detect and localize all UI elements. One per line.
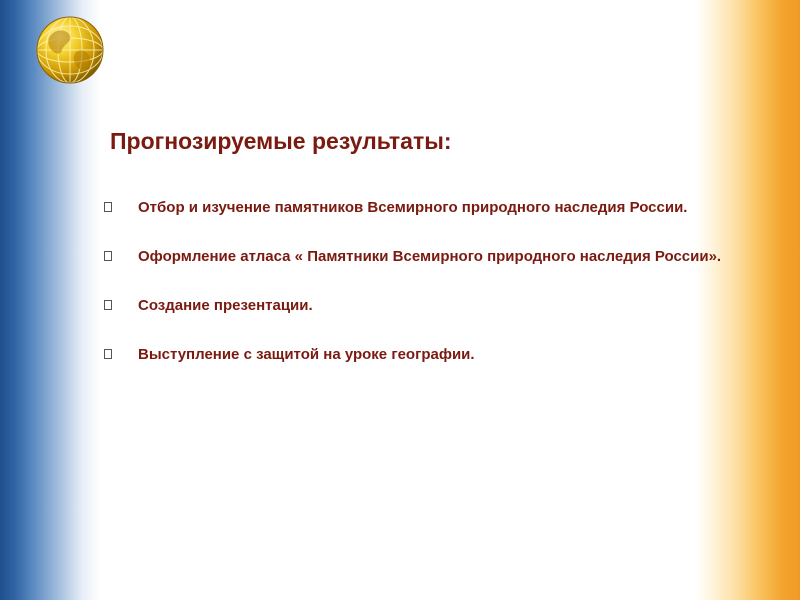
golden-globe-icon [34,14,106,86]
list-item [98,294,738,317]
list-item-text: Оформление атласа « Памятники Всемирного природного наследия России». [138,248,722,265]
list-item-text: Создание презентации. [138,297,313,314]
square-bullet-icon [104,349,112,359]
square-bullet-icon [104,251,112,261]
list-item [98,245,738,268]
results-list [98,196,738,366]
list-item [98,343,738,366]
square-bullet-icon [104,300,112,310]
list-item-text: Выступление с защитой на уроке географии. [138,346,475,363]
list-item-text: Отбор и изучение памятников Всемирного природного наследия России. [138,199,688,216]
square-bullet-icon [104,202,112,212]
slide-title: Прогнозируемые результаты: [110,128,452,154]
list-item [98,196,738,219]
